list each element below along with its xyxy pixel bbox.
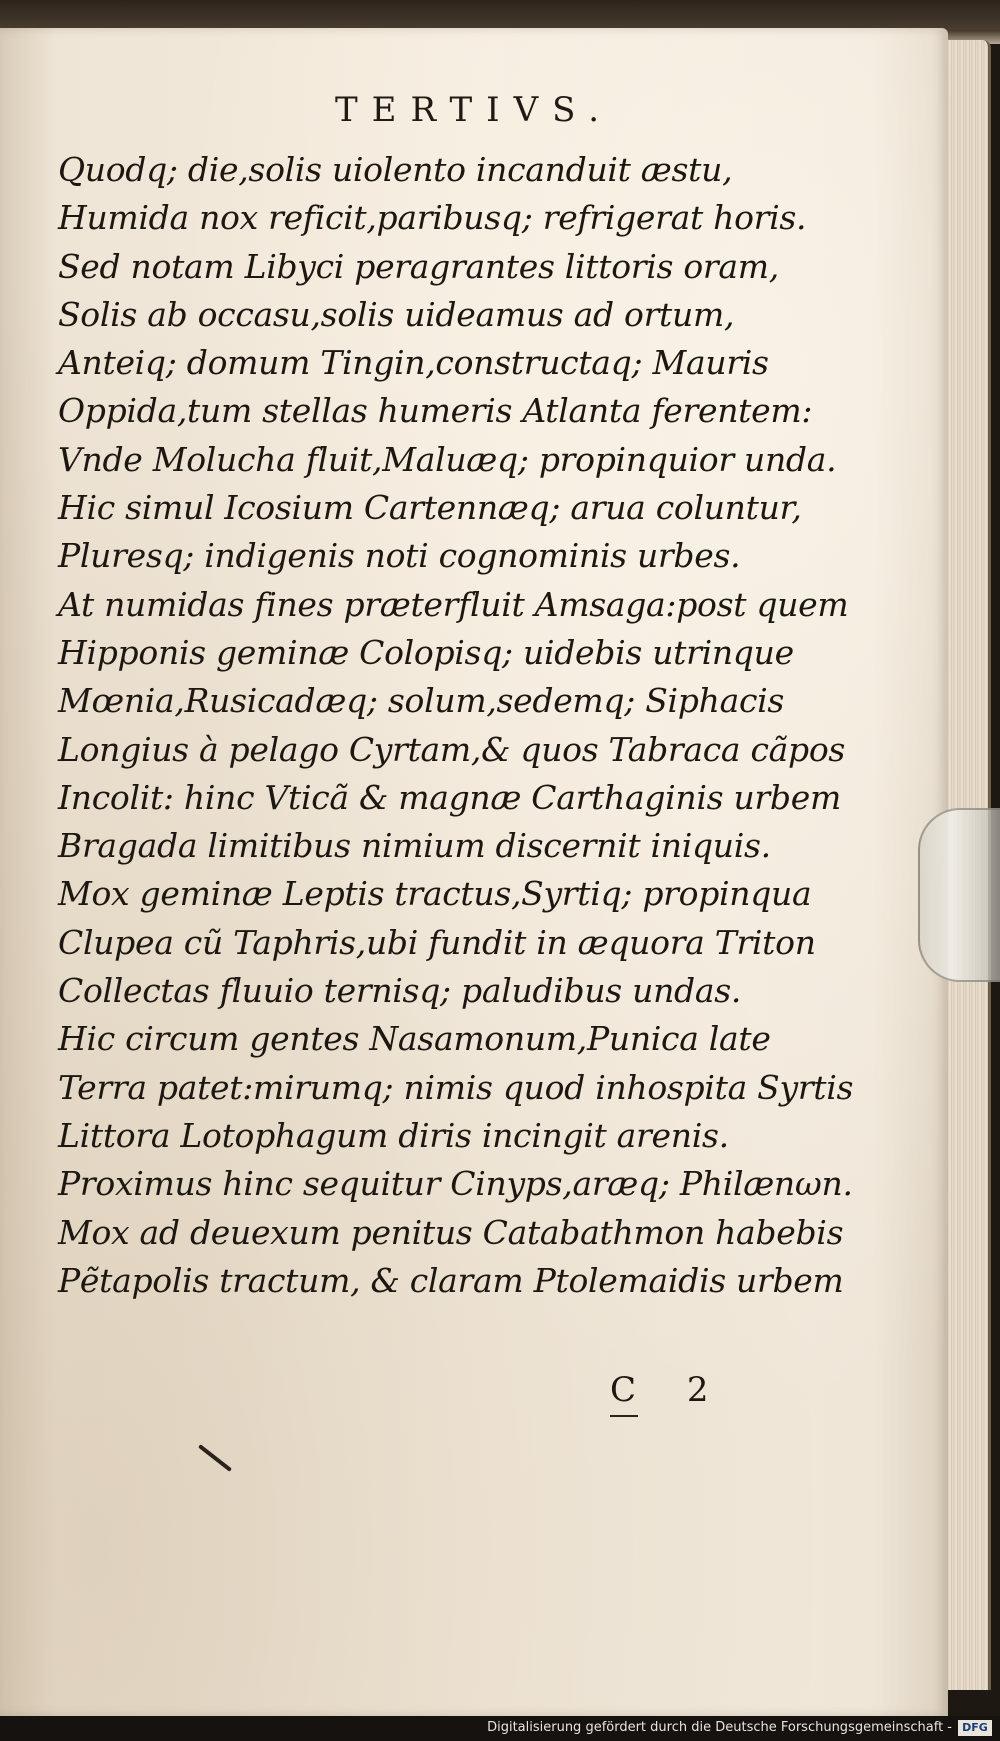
verse-line: Humida nox reficit,paribusq; refrigerat horis. [58,198,807,238]
verse-line: Hic circum gentes Nasamonum,Punica late [58,1019,771,1059]
verse-line: Solis ab occasu,solis uideamus ad ortum, [58,294,735,334]
book-page [0,28,948,1716]
verse-line: Hic simul Icosium Cartennæq; arua coluntur, [58,488,802,528]
dfg-logo-icon: DFG [958,1720,992,1736]
verse-line: Mœnia,Rusicadæq; solum,sedemq; Siphacis [58,681,785,721]
verse-line: Bragada limitibus nimium discernit iniquis. [58,826,771,866]
running-header: TERTIVS. [334,90,614,130]
verse-line: Mox geminæ Leptis tractus,Syrtiq; propinqua [58,874,812,914]
verse-line: Littora Lotophagum diris incingit arenis. [58,1115,729,1155]
verse-line: At numidas fines præterfluit Amsaga:post quem [58,584,849,624]
verse-line: Proximus hinc sequitur Cinyps,aræq; Philænωn. [58,1164,853,1204]
verse-line: Oppida,tum stellas humeris Atlanta ferentem: [58,391,813,431]
verse-line: Pẽtapolis tractum, & claram Ptolemaidis urbem [58,1260,844,1300]
verse-line: Vnde Molucha fluit,Maluæq; propinquior unda. [58,439,837,479]
verse-line: Hipponis geminæ Colopisq; uidebis utrinque [58,632,794,672]
verse-line: Quodq; die,solis uiolento incanduit æstu, [58,150,733,189]
digitization-credit: Digitalisierung gefördert durch die Deutsche Forschungsgemeinschaft - [487,1720,952,1735]
verse-line: Terra patet:mirumq; nimis quod inhospita Syrtis [58,1067,854,1107]
verse-line: Collectas fluuio ternisq; paludibus undas. [58,971,742,1011]
verse-lines [58,146,878,1305]
verse-line: Mox ad deuexum penitus Catabathmon habebis [58,1212,844,1252]
signature-underline [610,1415,638,1417]
verse-line: Incolit: hinc Vticã & magnæ Carthaginis urbem [58,777,841,817]
verse-line: Clupea cũ Taphris,ubi fundit in æquora Triton [58,922,816,962]
signature-mark: C 2 [610,1370,729,1410]
verse-line: Longius à pelago Cyrtam,& quos Tabraca cãpos [58,729,846,769]
verse-line: Sed notam Libyci peragrantes littoris oram, [58,246,779,286]
page-clip [918,808,1000,982]
verse-line: Anteiq; domum Tingin,constructaq; Mauris [58,343,769,383]
ink-stroke-mark [198,1444,232,1472]
verse-line: Pluresq; indigenis noti cognominis urbes. [58,536,741,576]
